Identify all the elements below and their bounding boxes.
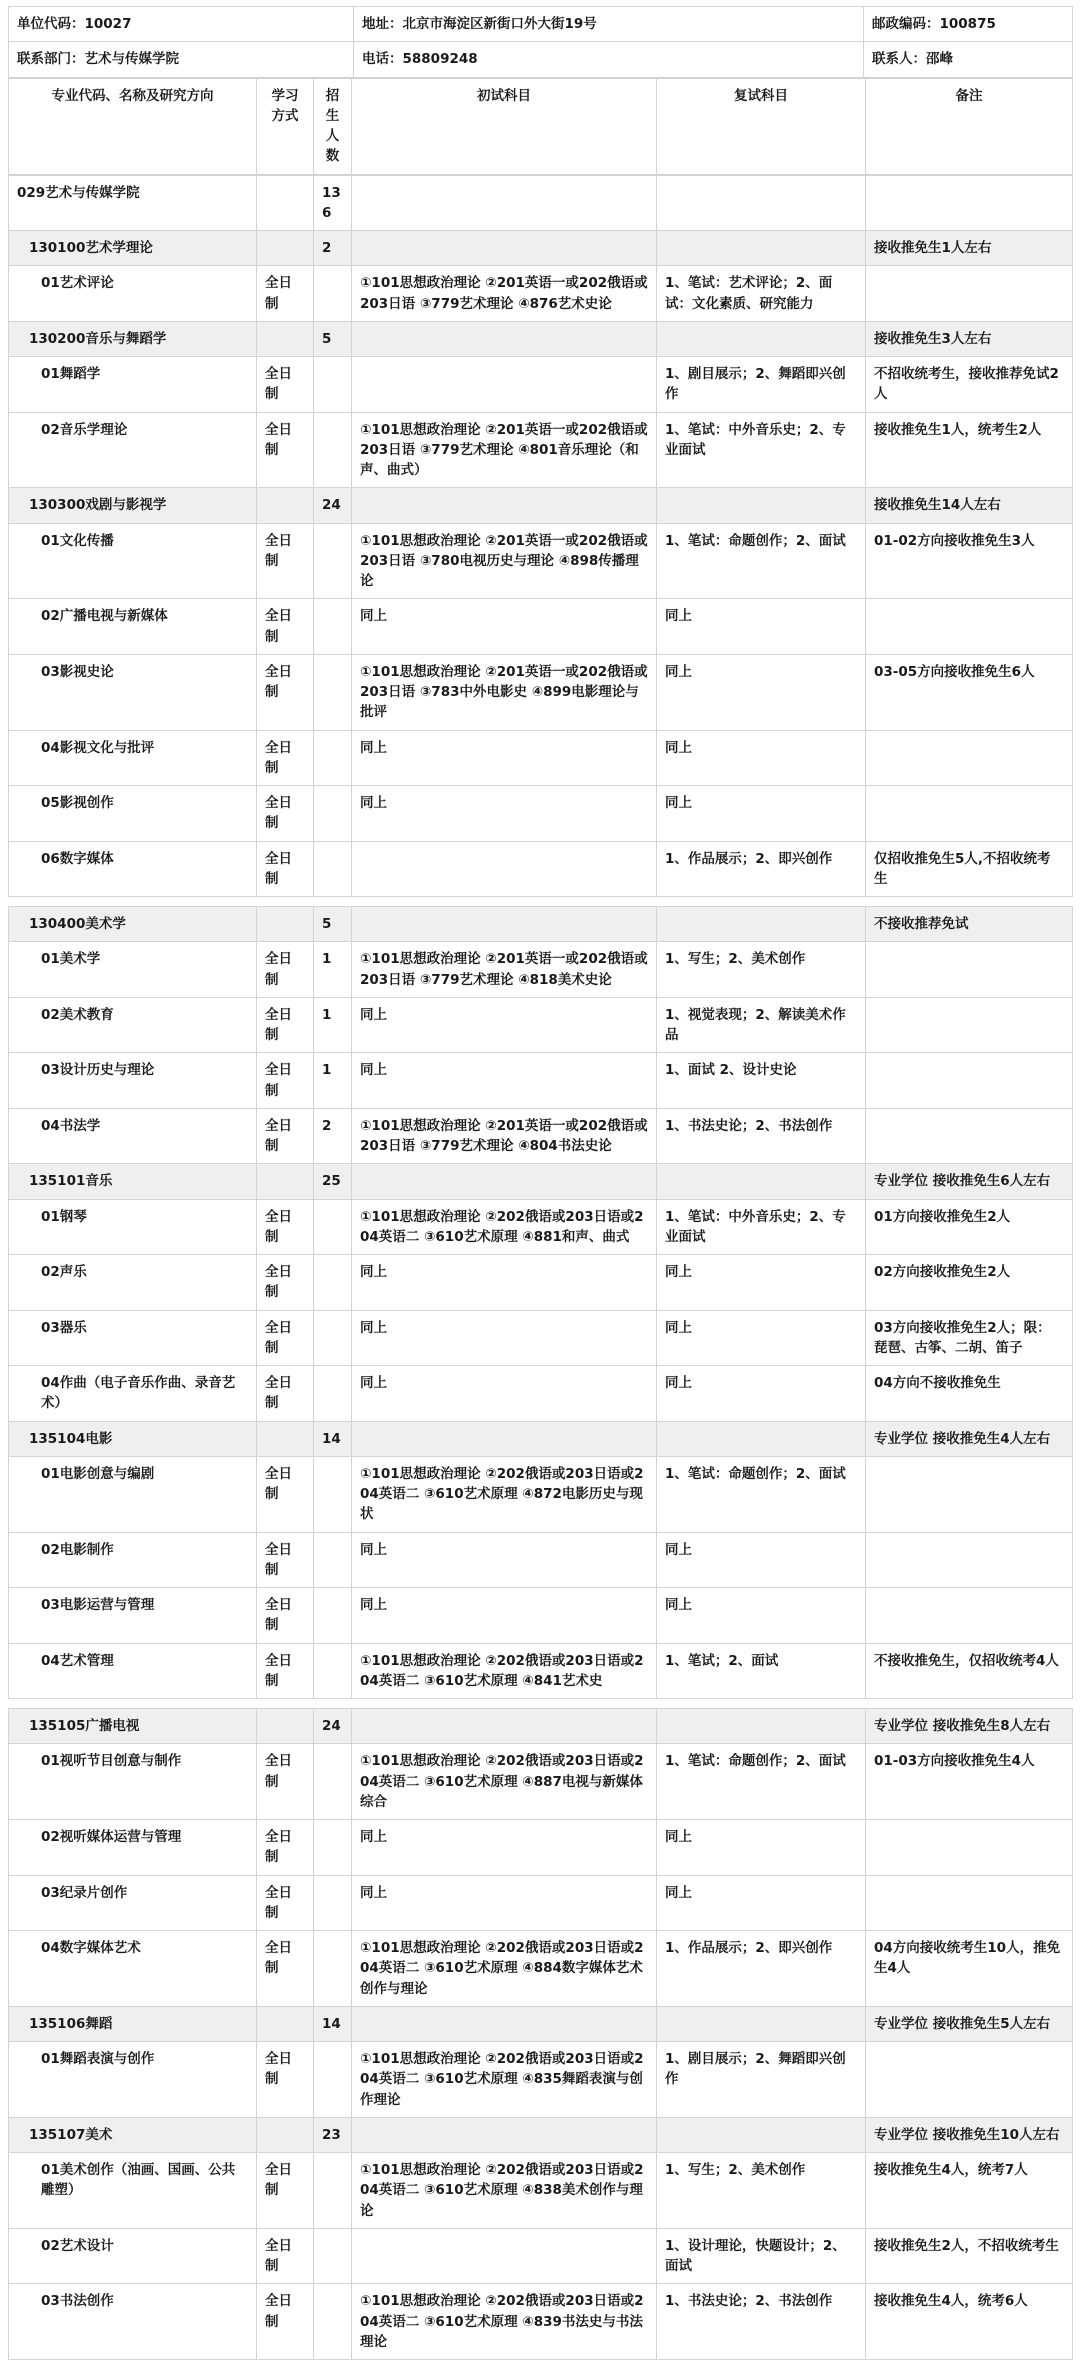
cell-study-mode (257, 907, 314, 942)
cell-enroll-count: 2 (314, 1108, 352, 1164)
cell-enroll-count (314, 357, 352, 413)
table-row (9, 488, 1073, 523)
cell-first-exam: 同上 (352, 786, 657, 842)
cell-study-mode: 全日制 (257, 841, 314, 897)
cell-study-mode (257, 175, 314, 231)
table-row (9, 2228, 1073, 2284)
table-row (9, 1108, 1073, 1164)
cell-study-mode: 全日制 (257, 1532, 314, 1588)
cell-first-exam: ①101思想政治理论 ②202俄语或203日语或204英语二 ③610艺术原理 ④841艺术史 (352, 1643, 657, 1699)
cell-study-mode: 全日制 (257, 266, 314, 322)
table-row (9, 730, 1073, 786)
table-row (9, 1053, 1073, 1109)
cell-major: 03影视史论 (9, 654, 257, 730)
cell-second-exam (657, 2006, 866, 2041)
cell-study-mode: 全日制 (257, 942, 314, 998)
cell-second-exam (657, 321, 866, 356)
cell-major: 02声乐 (9, 1255, 257, 1311)
table-row (9, 1643, 1073, 1699)
column-header-first-exam: 初试科目 (352, 78, 657, 174)
cell-study-mode: 全日制 (257, 2284, 314, 2360)
cell-major: 130100艺术学理论 (9, 231, 257, 266)
cell-study-mode: 全日制 (257, 654, 314, 730)
cell-study-mode (257, 1421, 314, 1456)
cell-major: 130400美术学 (9, 907, 257, 942)
cell-major: 03器乐 (9, 1310, 257, 1366)
cell-first-exam (352, 231, 657, 266)
table-row (9, 2284, 1073, 2360)
cell-major: 02美术教育 (9, 997, 257, 1053)
cell-second-exam: 同上 (657, 1366, 866, 1422)
table-row (9, 1820, 1073, 1876)
cell-second-exam (657, 1709, 866, 1744)
cell-remark: 专业学位 接收推免生10人左右 (866, 2117, 1073, 2152)
cell-enroll-count (314, 1532, 352, 1588)
cell-study-mode: 全日制 (257, 1199, 314, 1255)
cell-remark: 04方向不接收推免生 (866, 1366, 1073, 1422)
table-row (9, 1199, 1073, 1255)
table-row (9, 1744, 1073, 1820)
cell-enroll-count: 24 (314, 488, 352, 523)
cell-second-exam: 1、视觉表现；2、解读美术作品 (657, 997, 866, 1053)
cell-first-exam: ①101思想政治理论 ②202俄语或203日语或204英语二 ③610艺术原理 ④887电视与新媒体综合 (352, 1744, 657, 1820)
cell-study-mode (257, 2006, 314, 2041)
cell-second-exam: 同上 (657, 599, 866, 655)
table-row (9, 321, 1073, 356)
cell-second-exam (657, 1421, 866, 1456)
cell-first-exam (352, 175, 657, 231)
cell-enroll-count: 1 (314, 942, 352, 998)
cell-major: 02艺术设计 (9, 2228, 257, 2284)
cell-enroll-count (314, 412, 352, 488)
cell-remark: 不招收统考生，接收推荐免试2人 (866, 357, 1073, 413)
cell-first-exam: ①101思想政治理论 ②201英语一或202俄语或203日语 ③779艺术理论 ④818美术史论 (352, 942, 657, 998)
cell-study-mode (257, 1164, 314, 1199)
cell-first-exam: ①101思想政治理论 ②201英语一或202俄语或203日语 ③779艺术理论 ④876艺术史论 (352, 266, 657, 322)
cell-study-mode: 全日制 (257, 599, 314, 655)
cell-first-exam: 同上 (352, 599, 657, 655)
cell-major: 04影视文化与批评 (9, 730, 257, 786)
cell-major: 130200音乐与舞蹈学 (9, 321, 257, 356)
cell-second-exam: 同上 (657, 730, 866, 786)
cell-study-mode (257, 2117, 314, 2152)
cell-first-exam: 同上 (352, 1053, 657, 1109)
cell-remark (866, 730, 1073, 786)
cell-second-exam: 1、写生；2、美术创作 (657, 2153, 866, 2229)
table-row (9, 2117, 1073, 2152)
cell-first-exam (352, 488, 657, 523)
table-row (9, 907, 1073, 942)
column-header-major: 专业代码、名称及研究方向 (9, 78, 257, 174)
cell-enroll-count (314, 2284, 352, 2360)
cell-major: 06数字媒体 (9, 841, 257, 897)
cell-remark (866, 997, 1073, 1053)
cell-first-exam: 同上 (352, 1255, 657, 1311)
cell-second-exam: 1、设计理论，快题设计；2、面试 (657, 2228, 866, 2284)
cell-major: 135106舞蹈 (9, 2006, 257, 2041)
cell-second-exam: 同上 (657, 1820, 866, 1876)
cell-remark (866, 786, 1073, 842)
table-row (9, 1875, 1073, 1931)
cell-enroll-count (314, 2153, 352, 2229)
cell-major: 135101音乐 (9, 1164, 257, 1199)
table-row (9, 2006, 1073, 2041)
cell-second-exam: 同上 (657, 1532, 866, 1588)
cell-remark (866, 1108, 1073, 1164)
cell-major: 04书法学 (9, 1108, 257, 1164)
cell-major: 03纪录片创作 (9, 1875, 257, 1931)
column-header-remark: 备注 (866, 78, 1073, 174)
cell-enroll-count (314, 1744, 352, 1820)
table-row (9, 841, 1073, 897)
cell-second-exam: 同上 (657, 1588, 866, 1644)
phone-cell: 电话：58809248 (354, 42, 864, 77)
cell-major: 01舞蹈学 (9, 357, 257, 413)
cell-second-exam: 1、作品展示；2、即兴创作 (657, 841, 866, 897)
cell-major: 03电影运营与管理 (9, 1588, 257, 1644)
cell-first-exam: ①101思想政治理论 ②202俄语或203日语或204英语二 ③610艺术原理 ④838美术创作与理论 (352, 2153, 657, 2229)
cell-enroll-count (314, 1456, 352, 1532)
cell-first-exam: 同上 (352, 1366, 657, 1422)
cell-major: 01视听节目创意与制作 (9, 1744, 257, 1820)
cell-major: 04艺术管理 (9, 1643, 257, 1699)
cell-study-mode: 全日制 (257, 357, 314, 413)
cell-first-exam (352, 841, 657, 897)
cell-enroll-count (314, 2042, 352, 2118)
cell-second-exam: 1、书法史论；2、书法创作 (657, 2284, 866, 2360)
cell-first-exam: ①101思想政治理论 ②202俄语或203日语或204英语二 ③610艺术原理 ④884数字媒体艺术创作与理论 (352, 1931, 657, 2007)
cell-first-exam (352, 2228, 657, 2284)
cell-enroll-count (314, 1875, 352, 1931)
table-row (9, 231, 1073, 266)
catalog-section-table (8, 1708, 1073, 2360)
table-row (9, 2042, 1073, 2118)
cell-second-exam (657, 175, 866, 231)
cell-major: 02广播电视与新媒体 (9, 599, 257, 655)
table-row (9, 786, 1073, 842)
cell-enroll-count: 5 (314, 321, 352, 356)
cell-major: 02视听媒体运营与管理 (9, 1820, 257, 1876)
cell-remark: 专业学位 接收推免生4人左右 (866, 1421, 1073, 1456)
cell-remark: 01方向接收推免生2人 (866, 1199, 1073, 1255)
cell-enroll-count: 2 (314, 231, 352, 266)
cell-remark (866, 1588, 1073, 1644)
cell-second-exam (657, 231, 866, 266)
table-row (9, 599, 1073, 655)
cell-enroll-count: 23 (314, 2117, 352, 2152)
cell-remark: 01-03方向接收推免生4人 (866, 1744, 1073, 1820)
cell-remark: 不接收推免生，仅招收统考4人 (866, 1643, 1073, 1699)
unit-code-cell: 单位代码：10027 (9, 7, 354, 42)
cell-major: 01舞蹈表演与创作 (9, 2042, 257, 2118)
table-row (9, 175, 1073, 231)
cell-enroll-count: 14 (314, 2006, 352, 2041)
cell-major: 04作曲（电子音乐作曲、录音艺术） (9, 1366, 257, 1422)
table-row (9, 1456, 1073, 1532)
cell-second-exam: 1、笔试：中外音乐史；2、专业面试 (657, 412, 866, 488)
cell-study-mode: 全日制 (257, 2153, 314, 2229)
cell-remark: 接收推免生4人，统考6人 (866, 2284, 1073, 2360)
cell-study-mode: 全日制 (257, 997, 314, 1053)
cell-enroll-count (314, 786, 352, 842)
column-header-row (9, 78, 1073, 174)
cell-study-mode (257, 1709, 314, 1744)
cell-first-exam: ①101思想政治理论 ②202俄语或203日语或204英语二 ③610艺术原理 ④872电影历史与现状 (352, 1456, 657, 1532)
table-row (9, 412, 1073, 488)
cell-second-exam: 同上 (657, 786, 866, 842)
header-info-row-2 (9, 42, 1073, 77)
cell-second-exam: 同上 (657, 1255, 866, 1311)
cell-major: 03设计历史与理论 (9, 1053, 257, 1109)
cell-remark (866, 1820, 1073, 1876)
cell-remark: 03方向接收推免生2人；限：琵琶、古筝、二胡、笛子 (866, 1310, 1073, 1366)
cell-study-mode: 全日制 (257, 1255, 314, 1311)
cell-remark (866, 1532, 1073, 1588)
cell-enroll-count (314, 841, 352, 897)
cell-first-exam (352, 1709, 657, 1744)
cell-second-exam: 1、面试 2、设计史论 (657, 1053, 866, 1109)
cell-remark (866, 1053, 1073, 1109)
cell-study-mode: 全日制 (257, 1456, 314, 1532)
cell-first-exam: 同上 (352, 1310, 657, 1366)
cell-first-exam: 同上 (352, 1820, 657, 1876)
cell-second-exam: 1、笔试：艺术评论；2、面试：文化素质、研究能力 (657, 266, 866, 322)
cell-second-exam: 1、书法史论；2、书法创作 (657, 1108, 866, 1164)
section-gap (8, 897, 1072, 906)
table-row (9, 1931, 1073, 2007)
cell-enroll-count (314, 1310, 352, 1366)
cell-first-exam: ①101思想政治理论 ②201英语一或202俄语或203日语 ③783中外电影史 ④899电影理论与批评 (352, 654, 657, 730)
cell-second-exam (657, 1164, 866, 1199)
column-header-enroll-line2: 人数 (325, 128, 340, 165)
cell-first-exam (352, 321, 657, 356)
cell-first-exam (352, 2006, 657, 2041)
cell-study-mode: 全日制 (257, 1588, 314, 1644)
cell-study-mode (257, 321, 314, 356)
cell-first-exam: ①101思想政治理论 ②202俄语或203日语或204英语二 ③610艺术原理 ④839书法史与书法理论 (352, 2284, 657, 2360)
cell-first-exam: ①101思想政治理论 ②201英语一或202俄语或203日语 ③780电视历史与理论 ④898传播理论 (352, 523, 657, 599)
cell-second-exam (657, 907, 866, 942)
catalog-column-header-table (8, 78, 1073, 175)
cell-enroll-count (314, 523, 352, 599)
cell-major: 01钢琴 (9, 1199, 257, 1255)
cell-enroll-count (314, 1199, 352, 1255)
cell-major: 01美术创作（油画、国画、公共雕塑） (9, 2153, 257, 2229)
table-row (9, 1709, 1073, 1744)
cell-remark (866, 1875, 1073, 1931)
cell-enroll-count: 1 (314, 997, 352, 1053)
catalog-section-table (8, 906, 1073, 1699)
cell-study-mode: 全日制 (257, 412, 314, 488)
table-row (9, 654, 1073, 730)
cell-enroll-count (314, 599, 352, 655)
cell-first-exam: ①101思想政治理论 ②201英语一或202俄语或203日语 ③779艺术理论 ④804书法史论 (352, 1108, 657, 1164)
column-header-enroll-count (314, 78, 352, 174)
cell-study-mode: 全日制 (257, 1820, 314, 1876)
table-row (9, 942, 1073, 998)
cell-enroll-count (314, 1366, 352, 1422)
cell-remark: 接收推免生14人左右 (866, 488, 1073, 523)
cell-major: 135107美术 (9, 2117, 257, 2152)
table-row (9, 1532, 1073, 1588)
cell-first-exam (352, 1164, 657, 1199)
cell-enroll-count: 5 (314, 907, 352, 942)
cell-enroll-count: 1 (314, 1053, 352, 1109)
cell-second-exam: 1、笔试：中外音乐史；2、专业面试 (657, 1199, 866, 1255)
cell-enroll-count: 25 (314, 1164, 352, 1199)
cell-enroll-count (314, 1588, 352, 1644)
cell-enroll-count (314, 1931, 352, 2007)
cell-first-exam: 同上 (352, 1588, 657, 1644)
cell-major: 01美术学 (9, 942, 257, 998)
table-row (9, 266, 1073, 322)
cell-remark: 04方向接收统考生10人，推免生4人 (866, 1931, 1073, 2007)
cell-second-exam: 同上 (657, 1310, 866, 1366)
cell-major: 02音乐学理论 (9, 412, 257, 488)
cell-study-mode: 全日制 (257, 786, 314, 842)
cell-study-mode: 全日制 (257, 1931, 314, 2007)
table-row (9, 997, 1073, 1053)
cell-enroll-count (314, 266, 352, 322)
cell-first-exam: 同上 (352, 730, 657, 786)
cell-first-exam (352, 1421, 657, 1456)
cell-remark: 02方向接收推免生2人 (866, 1255, 1073, 1311)
cell-study-mode (257, 231, 314, 266)
cell-enroll-count (314, 1255, 352, 1311)
cell-study-mode: 全日制 (257, 1744, 314, 1820)
catalog-sections (8, 175, 1072, 2361)
postcode-cell: 邮政编码：100875 (864, 7, 1073, 42)
cell-second-exam: 同上 (657, 1875, 866, 1931)
cell-study-mode: 全日制 (257, 1108, 314, 1164)
cell-study-mode (257, 488, 314, 523)
cell-second-exam: 1、剧目展示；2、舞蹈即兴创作 (657, 357, 866, 413)
cell-remark: 03-05方向接收推免生6人 (866, 654, 1073, 730)
contact-person-cell: 联系人：邵峰 (864, 42, 1073, 77)
cell-remark: 接收推免生1人左右 (866, 231, 1073, 266)
cell-major: 04数字媒体艺术 (9, 1931, 257, 2007)
cell-study-mode: 全日制 (257, 1310, 314, 1366)
cell-second-exam: 1、笔试：命题创作；2、面试 (657, 1744, 866, 1820)
cell-remark: 仅招收推免生5人,不招收统考生 (866, 841, 1073, 897)
header-info-row-1 (9, 7, 1073, 42)
cell-study-mode: 全日制 (257, 2228, 314, 2284)
cell-second-exam: 1、写生；2、美术创作 (657, 942, 866, 998)
cell-major: 130300戏剧与影视学 (9, 488, 257, 523)
table-row (9, 1366, 1073, 1422)
cell-enroll-count: 14 (314, 1421, 352, 1456)
cell-major: 029艺术与传媒学院 (9, 175, 257, 231)
cell-major: 03书法创作 (9, 2284, 257, 2360)
cell-major: 02电影制作 (9, 1532, 257, 1588)
cell-second-exam: 1、剧目展示；2、舞蹈即兴创作 (657, 2042, 866, 2118)
cell-first-exam (352, 2117, 657, 2152)
cell-study-mode: 全日制 (257, 523, 314, 599)
cell-remark: 接收推免生3人左右 (866, 321, 1073, 356)
cell-study-mode: 全日制 (257, 1053, 314, 1109)
cell-first-exam (352, 907, 657, 942)
cell-second-exam (657, 2117, 866, 2152)
cell-study-mode: 全日制 (257, 1875, 314, 1931)
column-header-mode: 学习方式 (257, 78, 314, 174)
cell-remark (866, 175, 1073, 231)
cell-remark: 专业学位 接收推免生8人左右 (866, 1709, 1073, 1744)
cell-second-exam: 1、笔试：命题创作；2、面试 (657, 1456, 866, 1532)
column-header-second-exam: 复试科目 (657, 78, 866, 174)
cell-first-exam: 同上 (352, 997, 657, 1053)
catalog-section-table (8, 175, 1073, 898)
cell-first-exam: 同上 (352, 1532, 657, 1588)
cell-second-exam: 1、笔试；2、面试 (657, 1643, 866, 1699)
table-row (9, 357, 1073, 413)
cell-remark (866, 942, 1073, 998)
cell-enroll-count (314, 1820, 352, 1876)
cell-remark: 接收推免生4人，统考7人 (866, 2153, 1073, 2229)
cell-remark: 不接收推荐免试 (866, 907, 1073, 942)
table-row (9, 1421, 1073, 1456)
cell-study-mode: 全日制 (257, 730, 314, 786)
header-info-table (8, 6, 1073, 78)
table-row (9, 523, 1073, 599)
address-cell: 地址：北京市海淀区新街口外大街19号 (354, 7, 864, 42)
department-cell: 联系部门：艺术与传媒学院 (9, 42, 354, 77)
table-row (9, 1588, 1073, 1644)
table-row (9, 2153, 1073, 2229)
cell-major: 01文化传播 (9, 523, 257, 599)
cell-enroll-count: 24 (314, 1709, 352, 1744)
cell-study-mode: 全日制 (257, 1366, 314, 1422)
cell-first-exam: 同上 (352, 1875, 657, 1931)
cell-enroll-count: 136 (314, 175, 352, 231)
table-row (9, 1255, 1073, 1311)
cell-first-exam: ①101思想政治理论 ②202俄语或203日语或204英语二 ③610艺术原理 ④881和声、曲式 (352, 1199, 657, 1255)
cell-remark: 接收推免生1人，统考生2人 (866, 412, 1073, 488)
cell-second-exam: 1、作品展示；2、即兴创作 (657, 1931, 866, 2007)
cell-second-exam (657, 488, 866, 523)
table-row (9, 1164, 1073, 1199)
cell-study-mode: 全日制 (257, 1643, 314, 1699)
cell-remark (866, 2042, 1073, 2118)
cell-first-exam: ①101思想政治理论 ②202俄语或203日语或204英语二 ③610艺术原理 ④835舞蹈表演与创作理论 (352, 2042, 657, 2118)
cell-major: 01艺术评论 (9, 266, 257, 322)
cell-enroll-count (314, 730, 352, 786)
cell-first-exam: ①101思想政治理论 ②201英语一或202俄语或203日语 ③779艺术理论 ④801音乐理论（和声、曲式） (352, 412, 657, 488)
cell-remark: 专业学位 接收推免生6人左右 (866, 1164, 1073, 1199)
section-gap (8, 1699, 1072, 1708)
cell-enroll-count (314, 654, 352, 730)
cell-study-mode: 全日制 (257, 2042, 314, 2118)
cell-major: 135105广播电视 (9, 1709, 257, 1744)
cell-major: 135104电影 (9, 1421, 257, 1456)
cell-enroll-count (314, 2228, 352, 2284)
table-row (9, 1310, 1073, 1366)
cell-remark (866, 599, 1073, 655)
cell-remark: 接收推免生2人，不招收统考生 (866, 2228, 1073, 2284)
column-header-enroll-line1: 招生 (325, 87, 340, 124)
cell-enroll-count (314, 1643, 352, 1699)
cell-major: 01电影创意与编剧 (9, 1456, 257, 1532)
cell-major: 05影视创作 (9, 786, 257, 842)
cell-second-exam: 1、笔试：命题创作；2、面试 (657, 523, 866, 599)
cell-first-exam (352, 357, 657, 413)
cell-remark (866, 1456, 1073, 1532)
cell-remark: 专业学位 接收推免生5人左右 (866, 2006, 1073, 2041)
cell-remark (866, 266, 1073, 322)
cell-second-exam: 同上 (657, 654, 866, 730)
cell-remark: 01-02方向接收推免生3人 (866, 523, 1073, 599)
